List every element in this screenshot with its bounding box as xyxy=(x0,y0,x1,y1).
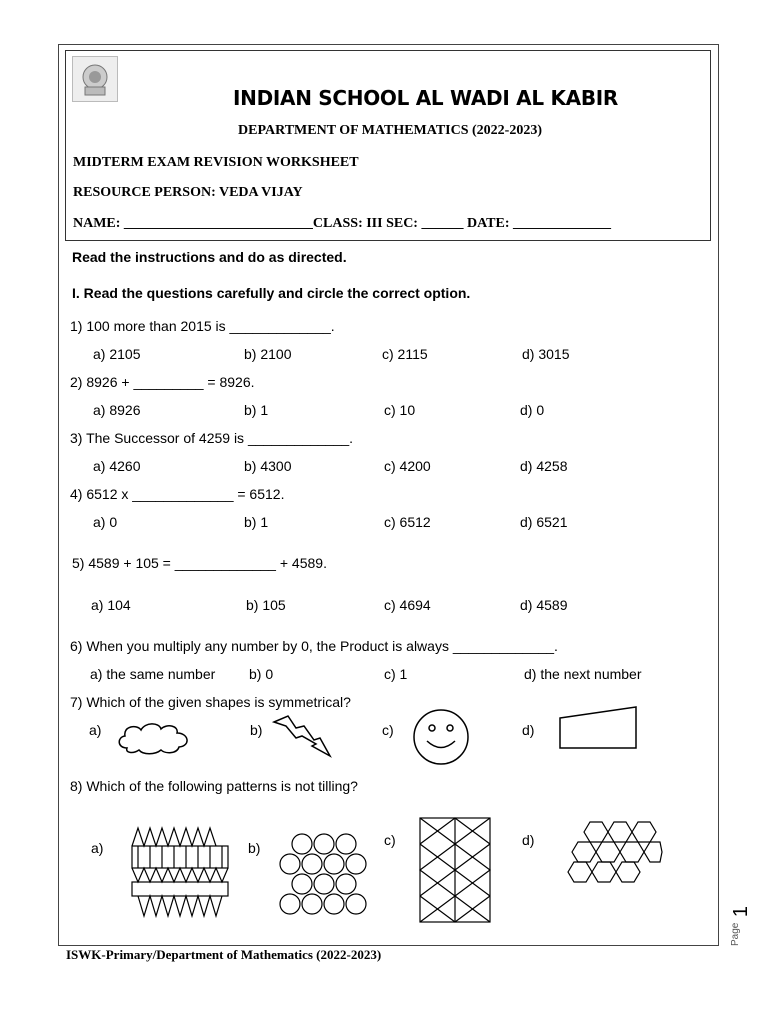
question-8: 8) Which of the following patterns is not tilling? xyxy=(70,778,358,794)
resource-person: RESOURCE PERSON: VEDA VIJAY xyxy=(73,185,303,200)
q8-option-d: d) xyxy=(522,832,535,848)
question-6: 6) When you multiply any number by 0, the Product is always _____________. xyxy=(70,638,558,654)
section-heading: I. Read the questions carefully and circle the correct option. xyxy=(72,285,471,301)
q7-option-d: d) xyxy=(522,722,535,738)
school-logo xyxy=(72,56,118,102)
department-title: DEPARTMENT OF MATHEMATICS (2022-2023) xyxy=(238,123,543,138)
question-1: 1) 100 more than 2015 is _____________. xyxy=(70,318,335,334)
q5-option-a: a) 104 xyxy=(91,597,131,613)
q7-option-c: c) xyxy=(382,722,394,738)
q2-option-b: b) 1 xyxy=(244,402,269,418)
q6-option-c: c) 1 xyxy=(384,666,408,682)
question-7: 7) Which of the given shapes is symmetrical? xyxy=(70,694,351,710)
q3-option-b: b) 4300 xyxy=(244,458,292,474)
worksheet-title: MIDTERM EXAM REVISION WORKSHEET xyxy=(73,155,359,170)
q8-option-a: a) xyxy=(91,840,104,856)
lightning-shape xyxy=(270,712,334,760)
page-label: Page xyxy=(730,922,741,946)
question-5: 5) 4589 + 105 = _____________ + 4589. xyxy=(72,555,327,571)
q7-option-a: a) xyxy=(89,722,102,738)
page-number: 1 xyxy=(730,905,753,918)
q2-option-a: a) 8926 xyxy=(93,402,141,418)
q8-option-b: b) xyxy=(248,840,261,856)
q5-option-c: c) 4694 xyxy=(384,597,431,613)
q3-option-d: d) 4258 xyxy=(520,458,568,474)
page-number-marker xyxy=(730,900,760,950)
q6-option-b: b) 0 xyxy=(249,666,274,682)
trapezium-shape xyxy=(556,704,642,752)
q6-option-d: d) the next number xyxy=(524,666,642,682)
q3-option-c: c) 4200 xyxy=(384,458,431,474)
q7-option-b: b) xyxy=(250,722,263,738)
q5-option-d: d) 4589 xyxy=(520,597,568,613)
q4-option-d: d) 6521 xyxy=(520,514,568,530)
student-info-line: NAME: ___________________________CLASS: III SEC: ______ DATE: ______________ xyxy=(73,216,611,231)
q2-option-c: c) 10 xyxy=(384,402,416,418)
footer: ISWK-Primary/Department of Mathematics (2022-2023) xyxy=(66,947,382,962)
q4-option-a: a) 0 xyxy=(93,514,118,530)
q8-option-c: c) xyxy=(384,832,396,848)
question-4: 4) 6512 x _____________ = 6512. xyxy=(70,486,285,502)
q1-option-c: c) 2115 xyxy=(382,346,428,362)
q1-option-d: d) 3015 xyxy=(522,346,570,362)
q4-option-c: c) 6512 xyxy=(384,514,431,530)
school-name: INDIAN SCHOOL AL WADI AL KABIR xyxy=(233,86,619,110)
q1-option-b: b) 2100 xyxy=(244,346,292,362)
circle-pattern xyxy=(270,830,370,922)
q3-option-a: a) 4260 xyxy=(93,458,141,474)
question-3: 3) The Successor of 4259 is _____________. xyxy=(70,430,354,446)
q6-option-a: a) the same number xyxy=(90,666,216,682)
triangle-tiling-pattern xyxy=(128,826,232,920)
cloud-shape xyxy=(115,720,195,756)
question-2: 2) 8926 + _________ = 8926. xyxy=(70,374,255,390)
hexagon-pattern xyxy=(564,820,664,892)
q2-option-d: d) 0 xyxy=(520,402,545,418)
q4-option-b: b) 1 xyxy=(244,514,269,530)
q5-option-b: b) 105 xyxy=(246,597,286,613)
instructions: Read the instructions and do as directed. xyxy=(72,249,347,265)
header-box xyxy=(65,50,711,241)
triangle-grid-pattern xyxy=(418,816,492,924)
smiley-face-shape xyxy=(410,708,472,766)
q1-option-a: a) 2105 xyxy=(93,346,141,362)
